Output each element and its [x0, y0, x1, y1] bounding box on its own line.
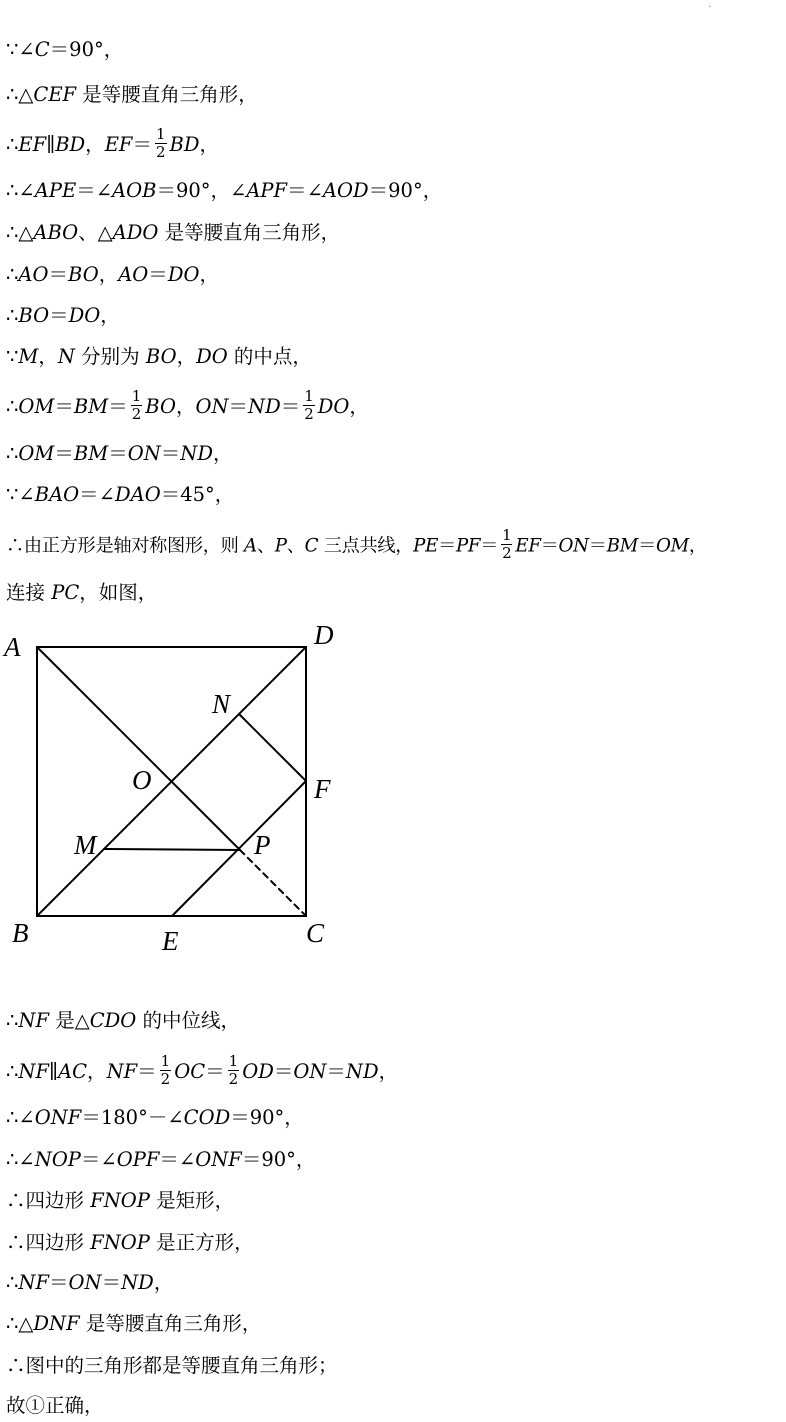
solution-line-1 — [6, 37, 123, 63]
math-var: ABO — [33, 221, 79, 244]
text: ， — [212, 442, 233, 465]
text: ， — [38, 345, 58, 368]
text: ∴四边形 — [6, 1231, 91, 1254]
label-p: P — [254, 830, 271, 860]
text: ∴由正方形是轴对称图形，则 — [6, 535, 245, 557]
fraction-one-half — [501, 528, 512, 561]
solution-line-17 — [6, 1147, 315, 1173]
text: 、 — [256, 535, 275, 557]
math-var: ON — [127, 442, 161, 465]
text: ， — [100, 304, 120, 327]
text: ＝ — [326, 1060, 346, 1083]
math-var: AOD — [322, 179, 369, 202]
math-var: OM — [655, 535, 689, 557]
math-var: DAO — [115, 483, 161, 506]
solution-line-4 — [6, 178, 442, 204]
math-var: BM — [606, 535, 639, 557]
solution-line-11 — [6, 482, 234, 508]
math-var: BM — [73, 395, 109, 418]
text: ＝ — [132, 133, 152, 156]
fraction-numerator: 1 — [155, 125, 166, 143]
math-var: APE — [34, 179, 77, 202]
label-a: A — [4, 632, 21, 662]
text: ， — [98, 263, 119, 286]
math-var: AOB — [112, 179, 157, 202]
math-var: N — [57, 345, 75, 368]
text: ∴ — [6, 1009, 19, 1032]
segment-pc-dashed — [240, 850, 306, 916]
math-var: NOP — [34, 1148, 81, 1171]
text: ∴四边形 — [6, 1189, 91, 1212]
text: ＝ — [638, 535, 656, 557]
math-var: CDO — [89, 1009, 137, 1032]
text: ∴ — [6, 1060, 19, 1083]
text: ＝ — [101, 1271, 122, 1294]
fraction-one-half — [160, 1054, 172, 1087]
solution-line-12 — [6, 526, 707, 563]
text: ＝ — [273, 1060, 294, 1083]
math-var: OM — [18, 395, 55, 418]
math-var: BM — [73, 442, 109, 465]
solution-line-6 — [6, 262, 219, 288]
solution-line-22 — [6, 1353, 338, 1379]
text: ∴ — [6, 304, 19, 327]
math-var: OM — [18, 442, 55, 465]
math-var: BD — [55, 133, 86, 156]
text: ＝ — [49, 1271, 69, 1294]
math-var: NF — [18, 1009, 50, 1032]
math-var: ADO — [112, 221, 159, 244]
text: ＝ — [540, 535, 559, 557]
corner-mark: · — [708, 2, 712, 13]
text: ∴ — [6, 442, 19, 465]
fraction-denominator: 2 — [228, 1070, 239, 1088]
text: ， — [688, 535, 707, 557]
math-var: AC — [58, 1060, 88, 1083]
math-var: ND — [121, 1271, 154, 1294]
math-var: ONF — [195, 1148, 242, 1171]
text: 分别为 — [74, 345, 146, 368]
text: 连接 — [6, 581, 52, 604]
math-var: AO — [118, 263, 149, 286]
text: 是矩形， — [149, 1189, 235, 1212]
math-var: OD — [242, 1060, 274, 1083]
math-var: EF — [18, 133, 47, 156]
text: ， — [153, 1271, 174, 1294]
text: ∴∠ — [6, 1106, 35, 1129]
text: 、△ — [78, 221, 113, 244]
solution-line-9 — [6, 387, 369, 424]
label-n: N — [212, 689, 231, 719]
label-e: E — [162, 926, 179, 956]
fraction-denominator: 2 — [160, 1070, 171, 1088]
text: ＝90°， — [230, 1106, 304, 1129]
math-var: BAO — [34, 483, 80, 506]
text: 是等腰直角三角形， — [76, 83, 258, 106]
math-var: M — [18, 345, 39, 368]
text: ＝ — [438, 535, 456, 557]
math-var: CEF — [33, 83, 77, 106]
segment-ap — [37, 647, 240, 850]
text: ＝45°， — [160, 483, 235, 506]
text: ∴ — [6, 1271, 19, 1294]
text: ∴∠ — [6, 1148, 35, 1171]
math-var: NF — [18, 1271, 50, 1294]
math-var: BO — [18, 304, 50, 327]
solution-line-2 — [6, 82, 258, 108]
math-var: OC — [174, 1060, 206, 1083]
text: ， — [378, 1060, 399, 1083]
text: ∴△ — [6, 83, 34, 106]
text: ∵∠ — [6, 38, 35, 61]
text: ＝ — [228, 395, 249, 418]
text: ＝∠ — [287, 179, 323, 202]
label-d: D — [314, 620, 334, 650]
text: ， — [85, 133, 105, 156]
text: 是等腰直角三角形， — [158, 221, 341, 244]
text: ＝ — [137, 1060, 157, 1083]
label-m: M — [74, 830, 97, 860]
text: ＝ — [160, 442, 181, 465]
math-var: PC — [51, 581, 80, 604]
text: ＝ — [108, 395, 128, 418]
segment-nf — [239, 714, 306, 781]
label-o: O — [132, 765, 152, 795]
text: 、 — [286, 535, 305, 557]
math-var: DO — [167, 263, 200, 286]
text: 是△ — [49, 1009, 90, 1032]
solution-line-18 — [6, 1188, 234, 1214]
math-var: ND — [248, 395, 281, 418]
text: ＝ — [54, 442, 74, 465]
math-var: DO — [196, 345, 228, 368]
math-var: ON — [195, 395, 229, 418]
solution-line-14 — [6, 1008, 240, 1034]
fraction-denominator: 2 — [131, 405, 142, 423]
solution-line-23 — [6, 1393, 104, 1419]
math-var: AO — [18, 263, 49, 286]
solution-line-3 — [6, 125, 219, 162]
fraction-denominator: 2 — [155, 143, 166, 161]
math-var: ND — [180, 442, 213, 465]
math-var: FNOP — [90, 1231, 150, 1254]
text: ＝∠ — [79, 483, 115, 506]
text: ∴△ — [6, 221, 34, 244]
text: ， — [87, 1060, 107, 1083]
text: ，如图， — [79, 581, 158, 604]
text: 三点共线， — [318, 535, 414, 557]
math-var: APF — [246, 179, 288, 202]
fraction-numerator: 1 — [502, 526, 512, 544]
math-var: ON — [68, 1271, 102, 1294]
text: ＝90°， — [241, 1148, 316, 1171]
label-b: B — [12, 918, 29, 948]
math-var: DO — [317, 395, 350, 418]
text: ∵∠ — [6, 483, 35, 506]
solution-line-15 — [6, 1052, 399, 1089]
text: ∥ — [49, 1060, 59, 1083]
text: ＝ — [280, 395, 301, 418]
fraction-numerator: 1 — [304, 387, 314, 405]
fraction-denominator: 2 — [304, 405, 314, 423]
fraction-one-half — [303, 389, 315, 422]
text: ∴∠ — [6, 179, 35, 202]
math-var: NF — [18, 1060, 50, 1083]
text: ＝ — [48, 263, 69, 286]
math-var: FNOP — [90, 1189, 150, 1212]
text: ＝ — [108, 442, 128, 465]
fraction-one-half — [155, 127, 167, 160]
square-geometry-figure — [0, 612, 360, 962]
math-var: PF — [455, 535, 481, 557]
fraction-denominator: 2 — [502, 544, 512, 562]
text: 的中点， — [227, 345, 312, 368]
text: ， — [176, 345, 197, 368]
solution-line-19 — [6, 1230, 254, 1256]
math-var: DO — [68, 304, 101, 327]
math-var: ONF — [34, 1106, 82, 1129]
solution-line-21 — [6, 1311, 261, 1337]
fraction-numerator: 1 — [131, 387, 142, 405]
text: ＝ — [54, 395, 74, 418]
math-var: PE — [413, 535, 439, 557]
solution-line-5 — [6, 220, 340, 246]
solution-line-16 — [6, 1105, 304, 1131]
text: ∥ — [46, 133, 56, 156]
solution-line-13 — [6, 580, 157, 606]
label-c: C — [306, 918, 325, 948]
text: ∵ — [6, 345, 19, 368]
segment-mp — [104, 849, 240, 850]
text: ＝∠ — [159, 1148, 196, 1171]
text: ， — [199, 133, 219, 156]
math-var: COD — [183, 1106, 231, 1129]
math-var: BO — [68, 263, 99, 286]
text: 是正方形， — [149, 1231, 254, 1254]
math-var: NF — [106, 1060, 138, 1083]
text: ， — [349, 395, 369, 418]
text: ∴ — [6, 133, 19, 156]
solution-line-7 — [6, 303, 120, 329]
math-var: C — [304, 535, 319, 557]
math-var: BO — [145, 395, 176, 418]
text: ， — [175, 395, 196, 418]
text: ＝∠ — [76, 179, 113, 202]
text: ＝ — [49, 304, 69, 327]
text: ＝ — [205, 1060, 225, 1083]
text: ＝90°， — [49, 38, 124, 61]
text: ＝ — [480, 535, 499, 557]
solution-line-20 — [6, 1270, 173, 1296]
fraction-one-half — [131, 389, 143, 422]
label-f: F — [314, 774, 331, 804]
solution-line-8 — [6, 344, 312, 370]
math-var: BO — [145, 345, 177, 368]
fraction-numerator: 1 — [228, 1052, 239, 1070]
math-var: C — [34, 38, 50, 61]
math-var: BD — [169, 133, 200, 156]
math-var: OPF — [116, 1148, 160, 1171]
math-var: DNF — [33, 1312, 80, 1335]
fraction-numerator: 1 — [160, 1052, 171, 1070]
text: 的中位线， — [136, 1009, 240, 1032]
text: ∴△ — [6, 1312, 34, 1335]
text: ＝90°， — [368, 179, 443, 202]
solution-line-10 — [6, 441, 233, 467]
math-var: ND — [345, 1060, 379, 1083]
math-var: ON — [558, 535, 589, 557]
text: ＝ — [588, 535, 607, 557]
text: 是等腰直角三角形， — [79, 1312, 262, 1335]
text: 故①正确， — [6, 1394, 104, 1417]
fraction-one-half — [228, 1054, 240, 1087]
math-var: EF — [104, 133, 133, 156]
text: ＝180°－∠ — [81, 1106, 184, 1129]
math-var: ON — [293, 1060, 327, 1083]
text: ， — [199, 263, 219, 286]
text: ＝ — [148, 263, 168, 286]
text: ∴ — [6, 263, 19, 286]
text: ∴ — [6, 395, 19, 418]
math-var: EF — [515, 535, 541, 557]
math-var: A — [244, 535, 257, 557]
text: ＝∠ — [80, 1148, 117, 1171]
math-var: P — [274, 535, 287, 557]
text: ∴图中的三角形都是等腰直角三角形； — [6, 1354, 338, 1377]
text: ＝90°，∠ — [156, 179, 247, 202]
